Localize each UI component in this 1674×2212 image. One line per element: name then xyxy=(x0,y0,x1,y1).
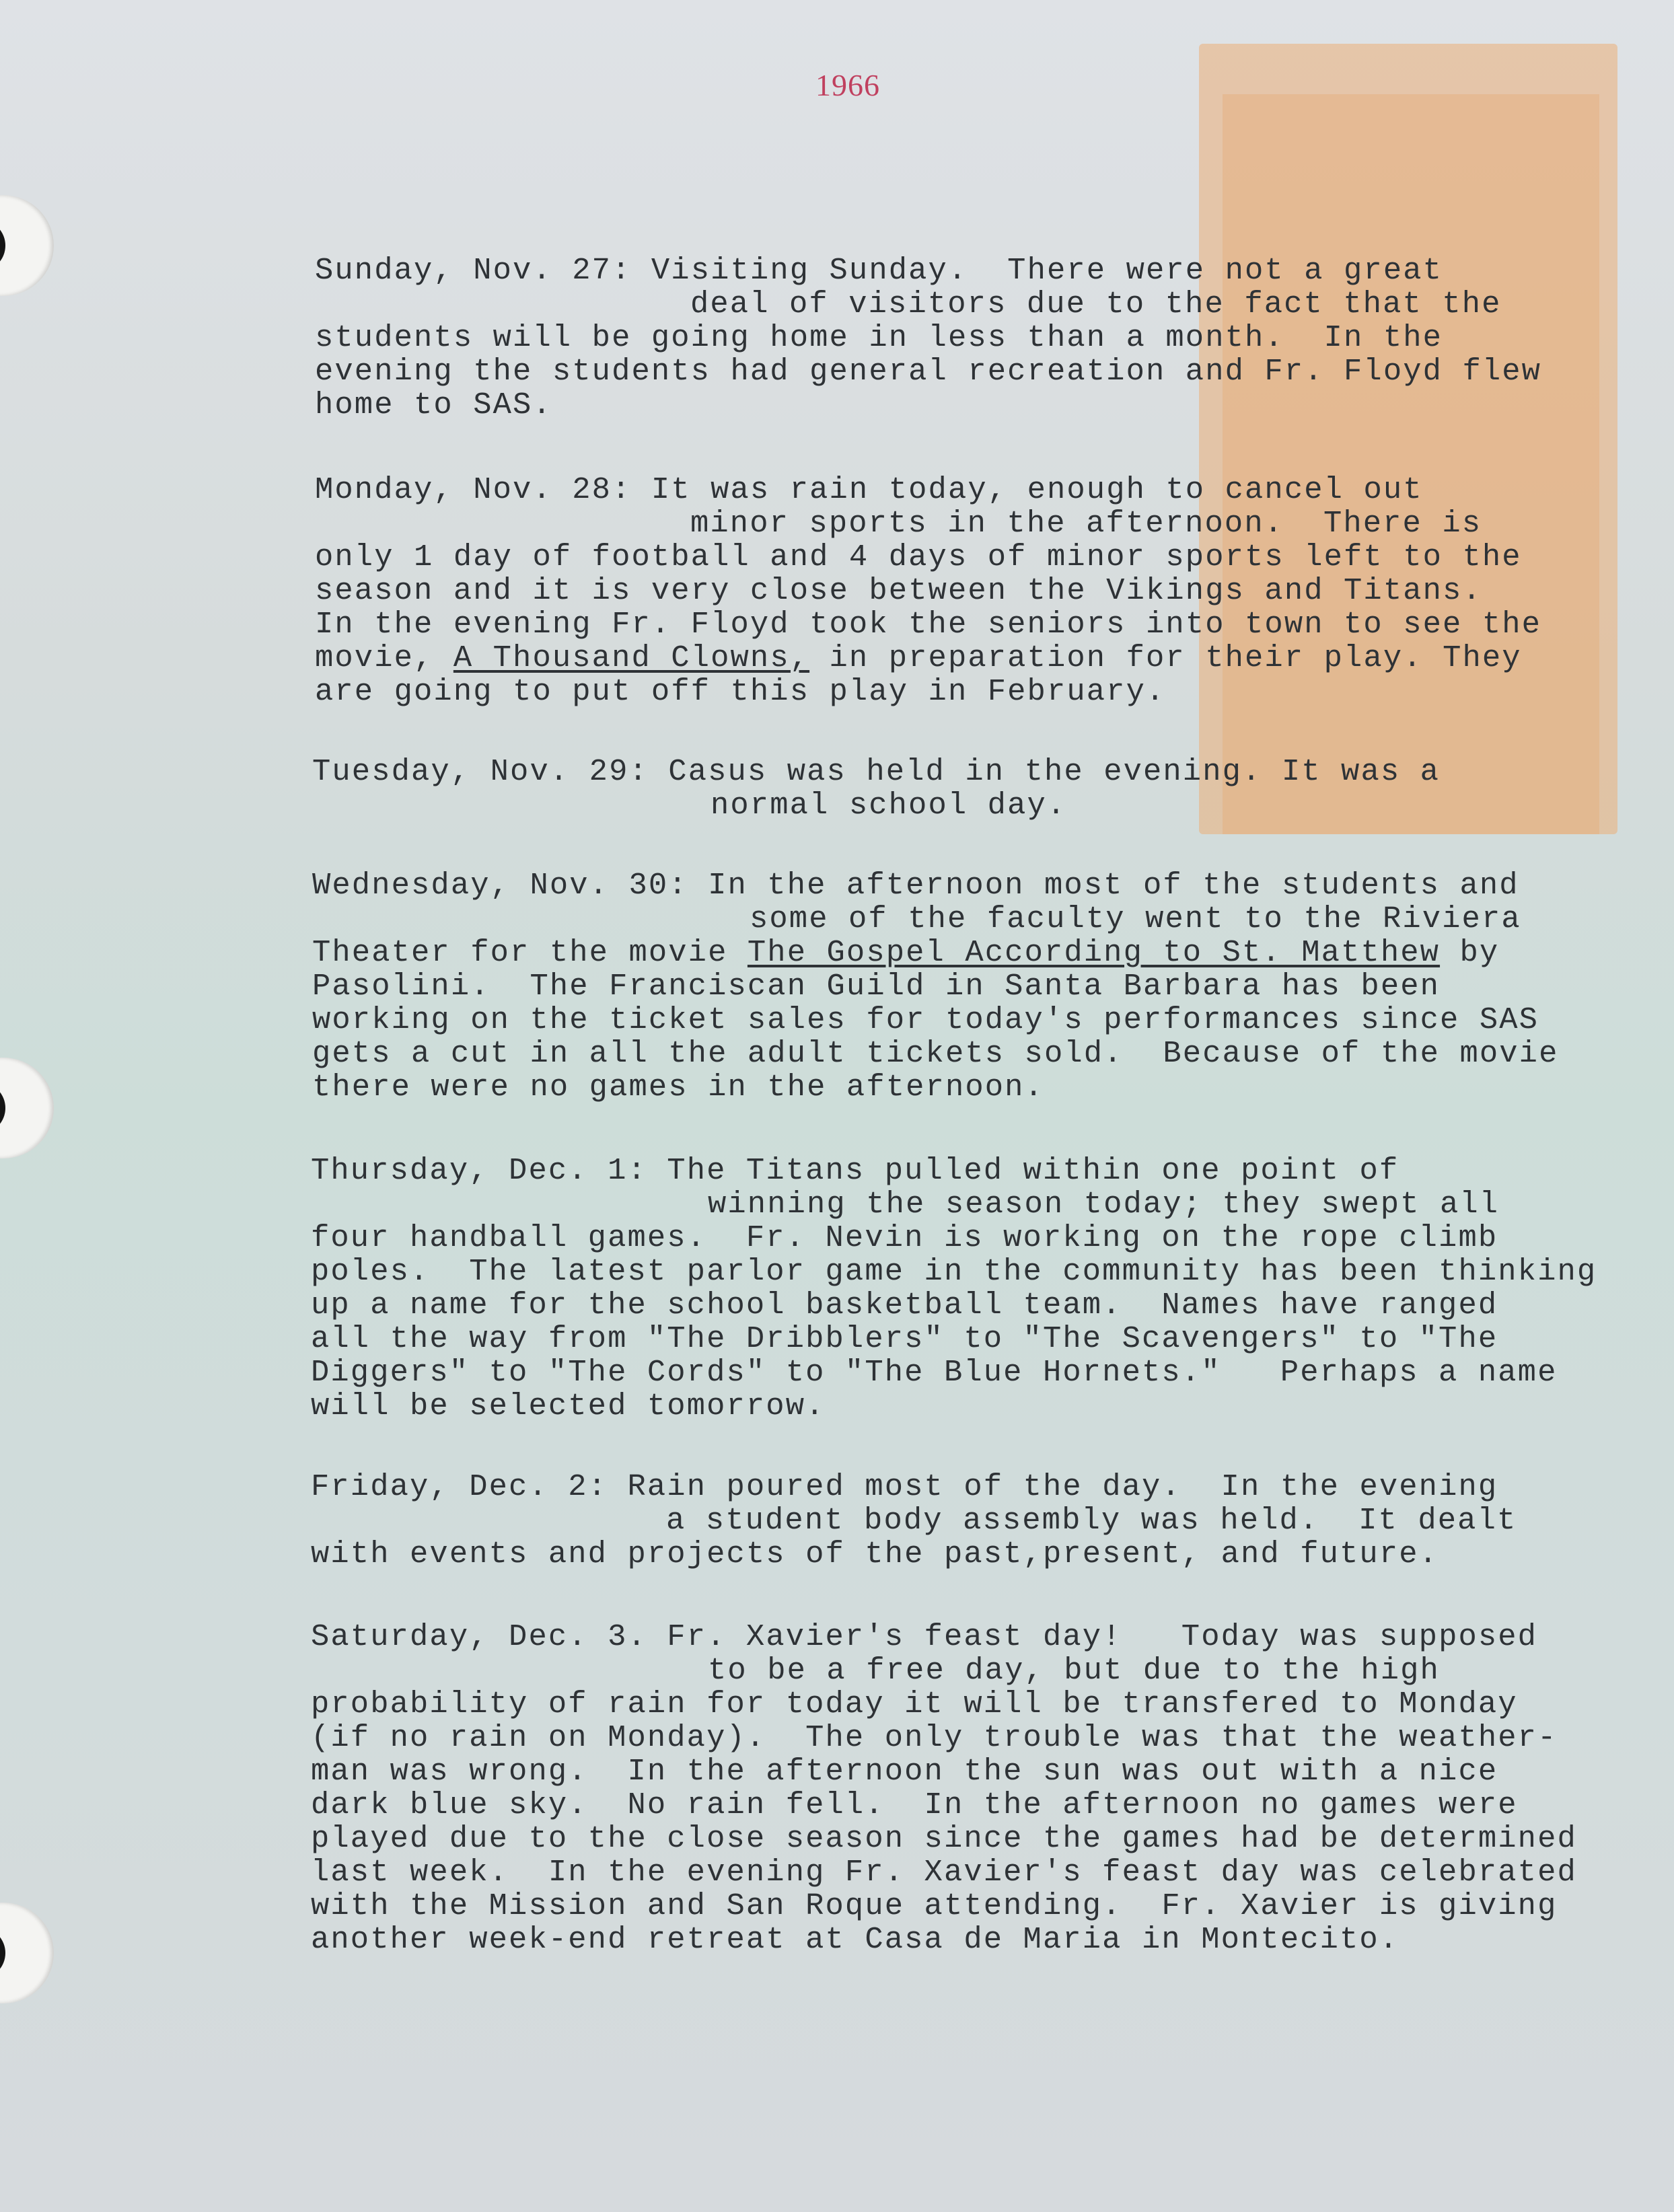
entry-line: Monday, Nov. 28: It was rain today, enough to cancel out xyxy=(315,472,1423,507)
entry-line: four handball games. Fr. Nevin is working on the rope climb xyxy=(311,1220,1498,1255)
tape-stain xyxy=(1199,44,1617,834)
entry-date: Sunday, Nov. 27: xyxy=(315,253,632,288)
entry-line: will be selected tomorrow. xyxy=(311,1389,826,1424)
entry-line: movie, A Thousand Clowns, in preparation for their play. They xyxy=(315,640,1522,675)
entry-line: normal school day. xyxy=(711,788,1067,823)
entry-line: evening the students had general recreation and Fr. Floyd flew xyxy=(315,354,1542,389)
entry-date: Tuesday, Nov. 29: xyxy=(312,754,649,789)
entry-thursday-dec-1 xyxy=(311,1154,1597,1423)
entry-saturday-dec-3 xyxy=(311,1620,1577,1956)
entry-monday-nov-28 xyxy=(311,473,1541,708)
entry-line: deal of visitors due to the fact that the xyxy=(690,287,1502,322)
entry-line: Friday, Dec. 2: Rain poured most of the day. In the evening xyxy=(311,1469,1498,1504)
entry-line: Sunday, Nov. 27: Visiting Sunday. There were not a great xyxy=(315,253,1443,288)
entry-line: up a name for the school basketball team. Names have ranged xyxy=(311,1288,1498,1323)
entry-date: Friday, Dec. 2: xyxy=(311,1469,608,1504)
entry-line: Pasolini. The Franciscan Guild in Santa Barbara has been xyxy=(312,969,1441,1004)
entry-line: gets a cut in all the adult tickets sold. Because of the movie xyxy=(312,1036,1559,1071)
entry-line: Theater for the movie The Gospel According to St. Matthew by xyxy=(312,935,1500,970)
entry-line: only 1 day of football and 4 days of minor sports left to the xyxy=(315,540,1522,575)
entry-date: Saturday, Dec. 3. xyxy=(311,1619,647,1654)
entry-line: with events and projects of the past,present, and future. xyxy=(311,1537,1439,1572)
entry-line: In the evening Fr. Floyd took the seniors into town to see the xyxy=(315,607,1542,642)
punch-hole-bottom xyxy=(0,1903,54,2003)
movie-title-underlined: The Gospel According to St. Matthew xyxy=(747,935,1441,970)
movie-title-underlined: A Thousand Clowns, xyxy=(453,640,810,675)
entry-line: to be a free day, but due to the high xyxy=(708,1653,1440,1688)
entry-line: (if no rain on Monday). The only trouble was that the weather- xyxy=(311,1720,1558,1755)
entry-line: are going to put off this play in February. xyxy=(315,674,1166,709)
page-year: 1966 xyxy=(815,68,880,102)
entry-line: dark blue sky. No rain fell. In the afternoon no games were xyxy=(311,1787,1518,1822)
entry-line: Diggers" to "The Cords" to "The Blue Hornets." Perhaps a name xyxy=(311,1355,1558,1390)
entry-line: another week-end retreat at Casa de Maria in Montecito. xyxy=(311,1922,1399,1957)
entry-line: working on the ticket sales for today's performances since SAS xyxy=(312,1002,1539,1037)
entry-line: last week. In the evening Fr. Xavier's feast day was celebrated xyxy=(311,1855,1577,1890)
entry-line: with the Mission and San Roque attending. Fr. Xavier is giving xyxy=(311,1888,1558,1923)
entry-sunday-nov-27 xyxy=(311,254,1541,422)
entry-line: man was wrong. In the afternoon the sun was out with a nice xyxy=(311,1754,1498,1789)
entry-line: Tuesday, Nov. 29: Casus was held in the evening. It was a xyxy=(312,754,1441,789)
entry-date: Monday, Nov. 28: xyxy=(315,472,632,507)
entry-line: some of the faculty went to the Riviera xyxy=(750,901,1521,936)
entry-line: season and it is very close between the Vikings and Titans. xyxy=(315,573,1482,608)
entry-line: Thursday, Dec. 1: The Titans pulled within one point of xyxy=(311,1153,1399,1188)
entry-line: played due to the close season since the games had be determined xyxy=(311,1821,1577,1856)
entry-friday-dec-2 xyxy=(311,1470,1517,1571)
entry-line: minor sports in the afternoon. There is xyxy=(690,506,1482,541)
entry-line: students will be going home in less than a month. In the xyxy=(315,320,1443,355)
entry-wednesday-nov-30 xyxy=(311,869,1558,1104)
entry-line: poles. The latest parlor game in the community has been thinking xyxy=(311,1254,1597,1289)
punch-hole-middle xyxy=(0,1058,54,1158)
entry-line: home to SAS. xyxy=(315,388,552,422)
entry-line: Saturday, Dec. 3. Fr. Xavier's feast day! Today was supposed xyxy=(311,1619,1538,1654)
punch-hole-top xyxy=(0,195,54,296)
entry-date: Wednesday, Nov. 30: xyxy=(312,868,688,903)
entry-line: winning the season today; they swept all xyxy=(708,1187,1500,1222)
entry-line: a student body assembly was held. It dealt xyxy=(666,1503,1517,1538)
entry-date: Thursday, Dec. 1: xyxy=(311,1153,647,1188)
entry-line: Wednesday, Nov. 30: In the afternoon most of the students and xyxy=(312,868,1519,903)
entry-line: all the way from "The Dribblers" to "The Scavengers" to "The xyxy=(311,1321,1498,1356)
entry-tuesday-nov-29 xyxy=(311,755,1440,822)
entry-line: there were no games in the afternoon. xyxy=(312,1070,1044,1105)
entry-line: probability of rain for today it will be transfered to Monday xyxy=(311,1687,1518,1722)
